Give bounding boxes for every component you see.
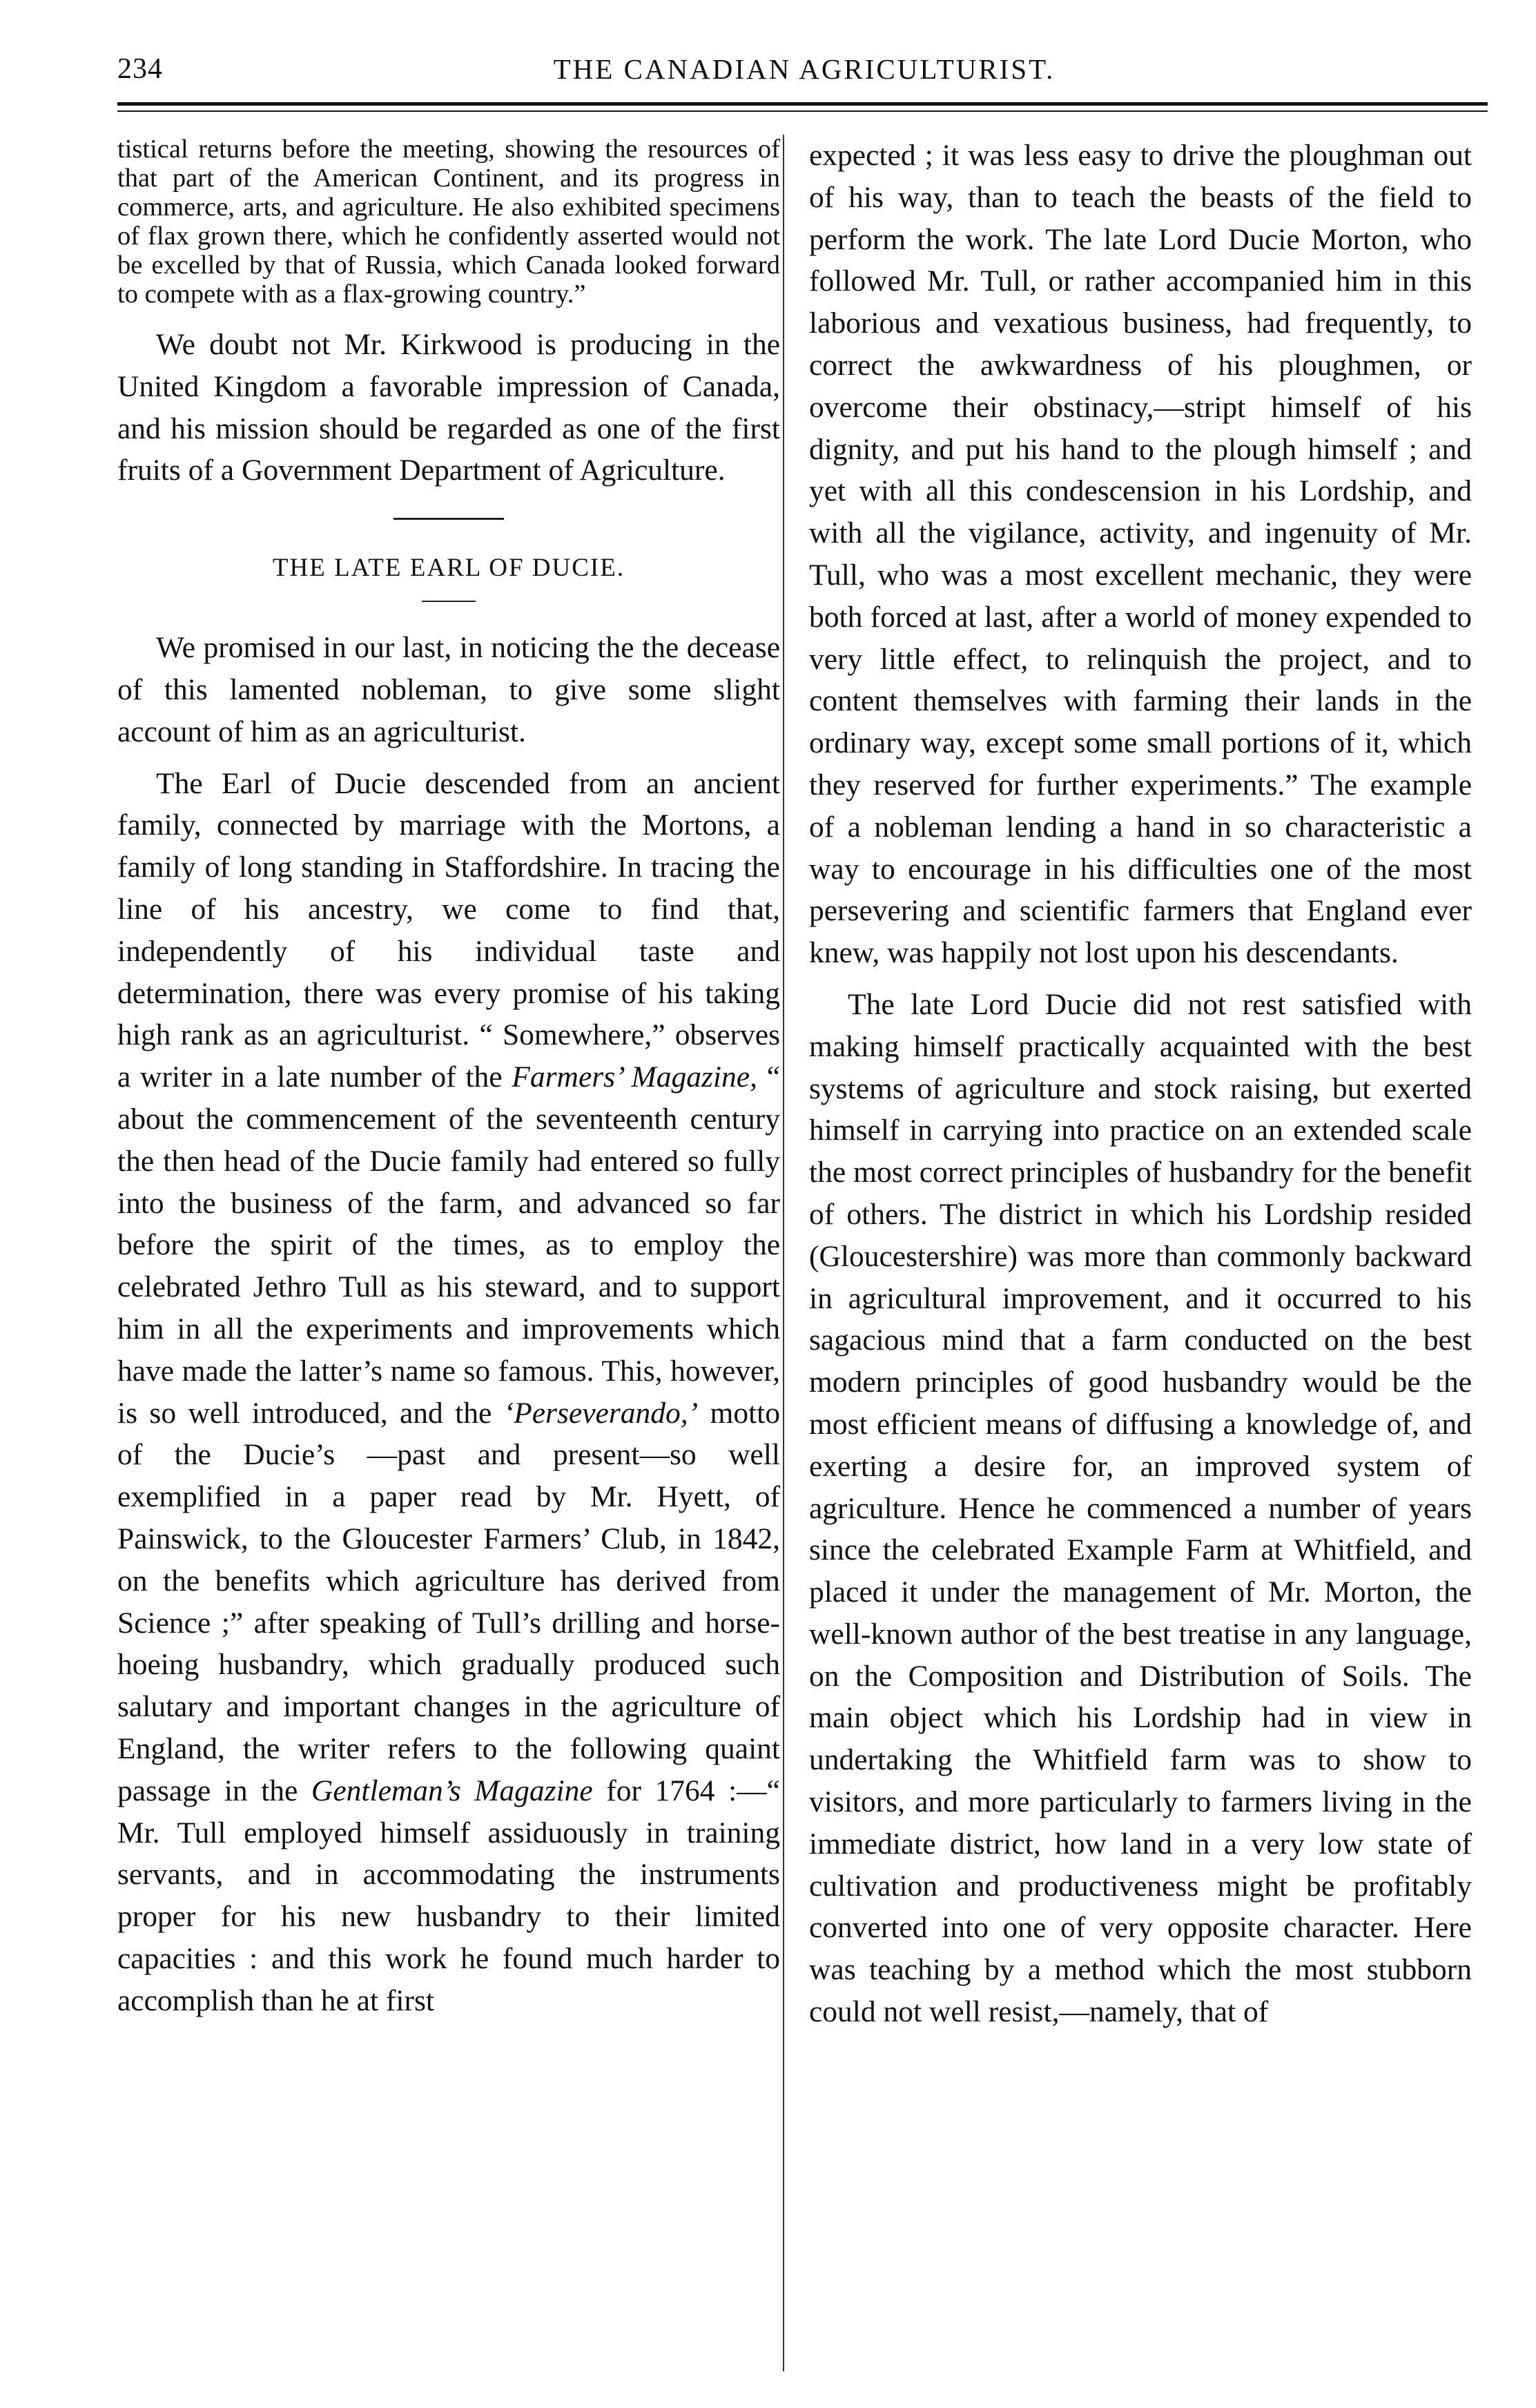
italic-title-farmers-magazine: Farmers’ Magazine, <box>512 1060 757 1094</box>
title-underline <box>422 601 476 602</box>
header-rule-thick <box>117 102 1488 106</box>
page-header <box>117 52 1491 101</box>
quote-continuation: tistical returns before the meeting, showing the resources of that part of the American Continent, and its progress in commerce, arts, and agriculture. He also exhibited specimens of flax grown there, which he confidently asserted would not be excelled by that of Russia, which Canada looked forward to compete with as a flax-growing country.” <box>117 135 780 309</box>
paragraph-promised: We promised in our last, in noticing the the decease of this lamented nobleman, to give some slight account of him as an agriculturist. <box>117 631 780 748</box>
running-title: THE CANADIAN AGRICULTURIST. <box>553 53 1056 85</box>
text-run: The Earl of Ducie descended from an ancient family, connected by marriage with the Mortons, a family of long standing in Staffordshire. In tracing the line of his ancestry, we come to find that, independently of his individual taste and determination, there was every promise of his taking high rank as an agriculturist. “ Somewhere,” observes a writer in a late number of the <box>117 766 780 1094</box>
page-number: 234 <box>117 53 163 85</box>
left-column <box>117 135 780 2021</box>
column-divider <box>783 135 784 2371</box>
section-title: THE LATE EARL OF DUCIE. <box>272 554 625 583</box>
header-rule-thin <box>117 110 1488 112</box>
section-divider <box>393 518 504 520</box>
paragraph-kirkwood: We doubt not Mr. Kirkwood is producing in the United Kingdom a favorable impression of Canada, and his mission should be regarded as one of the first fruits of a Government Department of Agriculture. <box>117 328 780 487</box>
right-column <box>809 135 1472 2033</box>
paragraph-continued: expected ; it was less easy to drive the ploughman out of his way, than to teach the beasts of the field to perform the work. The late Lord Ducie Morton, who followed Mr. Tull, or rather accompanied him in this laborious and vexatious business, had frequently, to correct the awkwardness of his ploughmen, or overcome their obstinacy,—stript himself of his dignity, and put his hand to the plough himself ; and yet with all this condescension in his Lordship, and with all the vigilance, activity, and ingenuity of Mr. Tull, who was a most excellent mechanic, they were both forced at last, after a world of money expended to very little effect, to relinquish the project, and to content themselves with farming their lands in the ordinary way, except some small portions of it, which they reserved for further experiments.” The example of a nobleman lending a hand in so characteristic a way to encourage in his difficulties one of the most persevering and scientific farmers that England ever knew, was happily not lost upon his descendants. <box>809 139 1472 970</box>
text-run: for 1764 :—“ Mr. Tull employed himself assiduously in training servants, and in accommodating the instruments proper for his new husbandry to their limited capacities : and this work he found much harder to accomplish than he at first <box>117 1774 780 2017</box>
italic-motto: ‘Perseverando,’ <box>503 1396 699 1430</box>
paragraph-late-lord-ducie: The late Lord Ducie did not rest satisfied with making himself practically acquainted with the best systems of agriculture and stock raising, but exerted himself in carrying into practice on an extended scale the most correct principles of husbandry for the benefit of others. The district in which his Lordship resided (Gloucestershire) was more than commonly backward in agricultural improvement, and it occurred to his sagacious mind that a farm conducted on the best modern principles of good husbandry would be the most efficient means of diffusing a knowledge of, and exerting a desire for, an improved system of agriculture. Hence he commenced a number of years since the celebrated Example Farm at Whitfield, and placed it under the management of Mr. Morton, the well-known author of the best treatise in any language, on the Composition and Distribution of Soils. The main object which his Lordship had in view in undertaking the Whitfield farm was to show to visitors, and more particularly to farmers living in the immediate district, how land in a very low state of cultivation and productiveness might be profitably converted into one of very opposite character. Here was teaching by a method which the most stubborn could not well resist,—namely, that of <box>809 987 1472 2029</box>
text-run: “ about the commencement of the seventeenth century the then head of the Ducie family had entered so fully into the business of the farm, and advanced so far before the spirit of the times, as to employ the celebrated Jethro Tull as his steward, and to support him in all the experiments and improvements which have made the latter’s name so famous. This, however, is so well introduced, and the <box>117 1060 780 1430</box>
italic-title-gentlemans-magazine: Gentleman’s Magazine <box>311 1774 593 1807</box>
paragraph-earl-of-ducie <box>117 763 780 2022</box>
text-run: motto of the Ducie’s —past and present—so well exemplified in a paper read by Mr. Hyett, of Painswick, to the Gloucester Farmers’ Club, in 1842, on the benefits which agriculture has derived from Science ;” after speaking of Tull’s drilling and horse-hoeing husbandry, which gradually produced such salutary and important changes in the agriculture of England, the writer refers to the following quaint passage in the <box>117 1396 780 1807</box>
